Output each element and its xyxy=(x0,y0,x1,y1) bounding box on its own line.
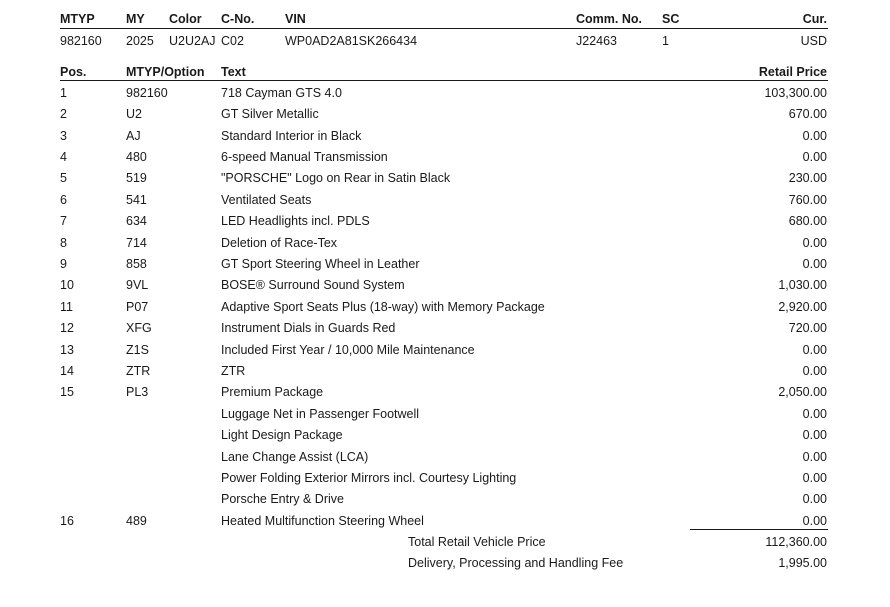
total-retail-label: Total Retail Vehicle Price xyxy=(408,535,546,549)
row-price: 0.00 xyxy=(802,257,827,271)
row-price: 680.00 xyxy=(788,214,827,228)
vin-value: WP0AD2A81SK266434 xyxy=(285,34,418,48)
row-price: 103,300.00 xyxy=(764,86,827,100)
row-option-code: 634 xyxy=(126,214,147,228)
row-option-code: 489 xyxy=(126,514,147,528)
cur-value: USD xyxy=(800,34,827,48)
row-text: GT Sport Steering Wheel in Leather xyxy=(221,257,420,271)
row-option-code: 982160 xyxy=(126,86,168,100)
row-pos: 10 xyxy=(60,278,74,292)
row-option-code: P07 xyxy=(126,300,149,314)
row-option-code: Z1S xyxy=(126,343,149,357)
row-option-code: 9VL xyxy=(126,278,149,292)
row-text: Porsche Entry & Drive xyxy=(221,492,344,506)
row-price: 0.00 xyxy=(802,364,827,378)
row-price: 760.00 xyxy=(788,193,827,207)
row-price: 0.00 xyxy=(802,428,827,442)
row-price: 1,030.00 xyxy=(778,278,827,292)
row-pos: 14 xyxy=(60,364,74,378)
row-price: 0.00 xyxy=(802,129,827,143)
row-pos: 7 xyxy=(60,214,67,228)
cur-label: Cur. xyxy=(802,12,827,26)
row-text: Deletion of Race-Tex xyxy=(221,236,338,250)
pos-column-header: Pos. xyxy=(60,65,87,79)
row-price: 0.00 xyxy=(802,407,827,421)
table-header-rule xyxy=(60,80,828,81)
price-column-header: Retail Price xyxy=(758,65,827,79)
row-text: "PORSCHE" Logo on Rear in Satin Black xyxy=(221,171,451,185)
row-option-code: U2 xyxy=(126,107,142,121)
row-pos: 13 xyxy=(60,343,74,357)
delivery-fee-value: 1,995.00 xyxy=(778,556,827,570)
row-price: 0.00 xyxy=(802,471,827,485)
comm-no-value: J22463 xyxy=(576,34,618,48)
row-option-code: 714 xyxy=(126,236,147,250)
row-text: LED Headlights incl. PDLS xyxy=(221,214,370,228)
row-option-code: 480 xyxy=(126,150,147,164)
sc-label: SC xyxy=(662,12,680,26)
color-value: U2U2AJ xyxy=(169,34,216,48)
row-text: Adaptive Sport Seats Plus (18-way) with Memory Package xyxy=(221,300,545,314)
row-pos: 12 xyxy=(60,321,74,335)
row-option-code: PL3 xyxy=(126,385,149,399)
row-pos: 11 xyxy=(60,300,73,314)
c-no-label: C-No. xyxy=(221,12,255,26)
row-price: 0.00 xyxy=(802,492,827,506)
row-pos: 2 xyxy=(60,107,67,121)
mtyp-value: 982160 xyxy=(60,34,102,48)
color-label: Color xyxy=(169,12,202,26)
row-price: 720.00 xyxy=(788,321,827,335)
row-price: 2,920.00 xyxy=(778,300,827,314)
row-price: 0.00 xyxy=(802,514,827,528)
total-retail-value: 112,360.00 xyxy=(765,535,827,549)
sc-value: 1 xyxy=(662,34,669,48)
row-text: Ventilated Seats xyxy=(221,193,312,207)
row-pos: 3 xyxy=(60,129,67,143)
row-text: GT Silver Metallic xyxy=(221,107,319,121)
row-price: 230.00 xyxy=(788,171,827,185)
row-text: 6-speed Manual Transmission xyxy=(221,150,388,164)
row-text: Heated Multifunction Steering Wheel xyxy=(221,514,424,528)
row-price: 2,050.00 xyxy=(778,385,827,399)
row-pos: 16 xyxy=(60,514,74,528)
row-option-code: ZTR xyxy=(126,364,151,378)
row-pos: 8 xyxy=(60,236,67,250)
subtotal-rule xyxy=(690,529,828,530)
row-text: BOSE® Surround Sound System xyxy=(221,278,405,292)
row-option-code: AJ xyxy=(126,129,141,143)
row-pos: 15 xyxy=(60,385,74,399)
row-text: Light Design Package xyxy=(221,428,343,442)
header-rule xyxy=(60,28,828,29)
c-no-value: C02 xyxy=(221,34,244,48)
my-value: 2025 xyxy=(126,34,154,48)
row-option-code: XFG xyxy=(126,321,152,335)
my-label: MY xyxy=(126,12,145,26)
row-text: Standard Interior in Black xyxy=(221,129,362,143)
row-price: 0.00 xyxy=(802,150,827,164)
row-option-code: 858 xyxy=(126,257,147,271)
row-price: 0.00 xyxy=(802,236,827,250)
text-column-header: Text xyxy=(221,65,246,79)
row-text: Luggage Net in Passenger Footwell xyxy=(221,407,420,421)
row-pos: 9 xyxy=(60,257,67,271)
row-text: ZTR xyxy=(221,364,246,378)
row-option-code: 541 xyxy=(126,193,147,207)
row-pos: 5 xyxy=(60,171,67,185)
comm-no-label: Comm. No. xyxy=(576,12,642,26)
row-price: 670.00 xyxy=(788,107,827,121)
row-text: Instrument Dials in Guards Red xyxy=(221,321,396,335)
row-price: 0.00 xyxy=(802,343,827,357)
row-pos: 1 xyxy=(60,86,67,100)
row-text: 718 Cayman GTS 4.0 xyxy=(221,86,342,100)
option-column-header: MTYP/Option xyxy=(126,65,205,79)
row-pos: 4 xyxy=(60,150,67,164)
row-text: Lane Change Assist (LCA) xyxy=(221,450,369,464)
row-pos: 6 xyxy=(60,193,67,207)
row-text: Premium Package xyxy=(221,385,324,399)
mtyp-label: MTYP xyxy=(60,12,95,26)
row-option-code: 519 xyxy=(126,171,147,185)
vin-label: VIN xyxy=(285,12,306,26)
row-text: Power Folding Exterior Mirrors incl. Courtesy Lighting xyxy=(221,471,517,485)
row-text: Included First Year / 10,000 Mile Maintenance xyxy=(221,343,475,357)
delivery-fee-label: Delivery, Processing and Handling Fee xyxy=(408,556,624,570)
row-price: 0.00 xyxy=(802,450,827,464)
